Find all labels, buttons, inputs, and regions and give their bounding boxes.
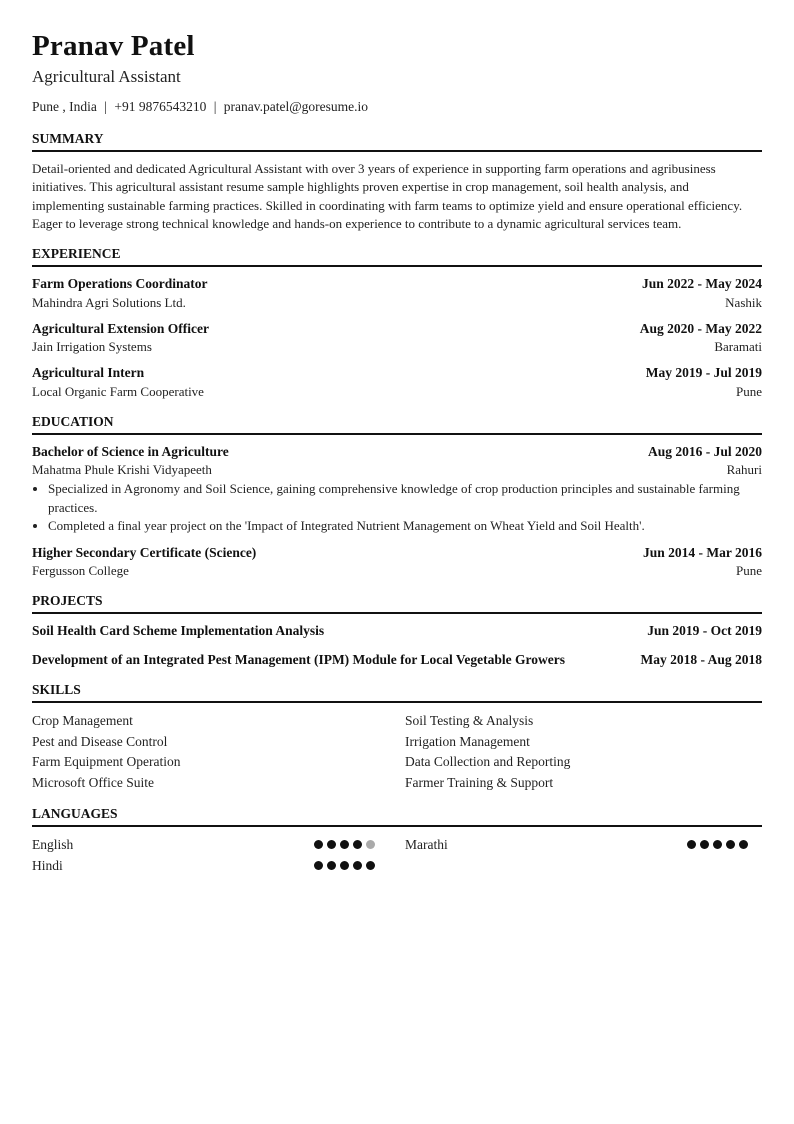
level-dot-filled: [353, 840, 362, 849]
level-dot-filled: [726, 840, 735, 849]
job-title: Agricultural Intern: [32, 365, 145, 381]
contact-phone[interactable]: +91 9876543210: [114, 99, 207, 114]
level-dot-filled: [340, 840, 349, 849]
candidate-name: Pranav Patel: [32, 30, 195, 62]
skill-item: Microsoft Office Suite: [32, 774, 154, 790]
school-location: Rahuri: [726, 462, 762, 478]
experience-heading: EXPERIENCE: [32, 245, 762, 267]
experience-section: [32, 245, 762, 401]
job-dates: Jun 2022 - May 2024: [641, 276, 762, 292]
education-entry: [32, 544, 762, 581]
project-dates: Jun 2019 - Oct 2019: [647, 623, 762, 639]
candidate-title: Agricultural Assistant: [32, 67, 181, 86]
degree-title: Bachelor of Science in Agriculture: [32, 443, 229, 459]
job-location: Baramati: [714, 339, 762, 355]
job-location: Nashik: [725, 294, 762, 310]
contact-separator: |: [104, 99, 107, 114]
skill-item: Crop Management: [32, 713, 133, 729]
project-title: Soil Health Card Scheme Implementation Analysis: [32, 623, 325, 639]
project-dates: May 2018 - Aug 2018: [640, 651, 762, 667]
job-dates: Aug 2020 - May 2022: [639, 320, 762, 336]
job-company: Local Organic Farm Cooperative: [32, 383, 204, 399]
skill-item: Data Collection and Reporting: [405, 754, 571, 770]
degree-dates: Aug 2016 - Jul 2020: [647, 443, 762, 459]
language-name: Marathi: [405, 837, 448, 853]
skill-item: Farm Equipment Operation: [32, 754, 181, 770]
job-company: Mahindra Agri Solutions Ltd.: [32, 294, 186, 310]
level-dot-filled: [700, 840, 709, 849]
language-item: [32, 856, 405, 875]
language-name: Hindi: [32, 858, 63, 874]
level-dot-filled: [314, 840, 323, 849]
education-entry: [32, 443, 762, 536]
project-entry: [32, 622, 762, 641]
experience-entry: [32, 275, 762, 312]
contact-line: [32, 98, 762, 116]
projects-section: [32, 592, 762, 669]
experience-entry: [32, 364, 762, 401]
level-dot-filled: [340, 861, 349, 870]
job-location: Pune: [736, 383, 762, 399]
project-title: Development of an Integrated Pest Management (IPM) Module for Local Vegetable Growers: [32, 651, 566, 667]
school-name: Mahatma Phule Krishi Vidyapeeth: [32, 462, 212, 478]
languages-heading: LANGUAGES: [32, 805, 762, 827]
level-dot-filled: [687, 840, 696, 849]
education-bullet: • Specialized in Agronomy and Soil Science, gaining comprehensive knowledge of crop production principles and sustainable farming practices.: [48, 480, 762, 517]
skill-item: Soil Testing & Analysis: [405, 713, 534, 729]
job-title: Agricultural Extension Officer: [32, 320, 209, 336]
level-dot-filled: [366, 861, 375, 870]
experience-entry: [32, 320, 762, 357]
skill-item: Irrigation Management: [405, 733, 530, 749]
contact-location: Pune , India: [32, 99, 97, 114]
school-name: Fergusson College: [32, 563, 129, 579]
level-dot-filled: [739, 840, 748, 849]
project-entry: [32, 651, 762, 670]
level-dot-filled: [327, 840, 336, 849]
language-name: English: [32, 837, 74, 853]
language-level-dots: [314, 861, 375, 870]
skills-grid: [32, 711, 762, 793]
degree-title: Higher Secondary Certificate (Science): [32, 544, 257, 560]
job-company: Jain Irrigation Systems: [32, 339, 152, 355]
school-location: Pune: [736, 563, 762, 579]
level-dot-filled: [327, 861, 336, 870]
level-dot-filled: [353, 861, 362, 870]
languages-grid: [32, 835, 762, 875]
summary-heading: SUMMARY: [32, 130, 762, 152]
language-item: [32, 835, 405, 854]
education-section: [32, 413, 762, 581]
contact-separator: |: [213, 99, 217, 114]
skills-section: [32, 681, 762, 793]
level-dot-filled: [314, 861, 323, 870]
education-heading: EDUCATION: [32, 413, 762, 435]
education-bullets: [32, 480, 762, 536]
language-item: [405, 835, 762, 854]
summary-section: [32, 130, 762, 233]
job-dates: May 2019 - Jul 2019: [645, 365, 762, 381]
languages-section: [32, 805, 762, 875]
job-title: Farm Operations Coordinator: [32, 276, 208, 292]
summary-text: Detail-oriented and dedicated Agricultural Assistant with over 3 years of experience in supporting farm operations and agribusiness initiatives. This agricultural assistant resume sample highlights proven expertise in crop management, soil health analysis, and implementing sustainable farming practices. Skilled in coordinating with farm teams to optimize yield and ensure operational efficiency. Eager to leverage strong technical knowledge and hands-on experience to contribute to a dynamic agricultural services team.: [32, 161, 743, 231]
skills-heading: SKILLS: [32, 681, 762, 703]
education-bullet: • Completed a final year project on the 'Impact of Integrated Nutrient Management on Wheat Yield and Soil Health'.: [48, 517, 762, 536]
language-level-dots: [687, 840, 748, 849]
language-level-dots: [314, 840, 375, 849]
level-dot-empty: [366, 840, 375, 849]
skill-item: Pest and Disease Control: [32, 733, 168, 749]
degree-dates: Jun 2014 - Mar 2016: [642, 544, 762, 560]
skill-item: Farmer Training & Support: [405, 774, 554, 790]
contact-email[interactable]: pranav.patel@goresume.io: [223, 99, 369, 114]
projects-heading: PROJECTS: [32, 592, 762, 614]
level-dot-filled: [713, 840, 722, 849]
